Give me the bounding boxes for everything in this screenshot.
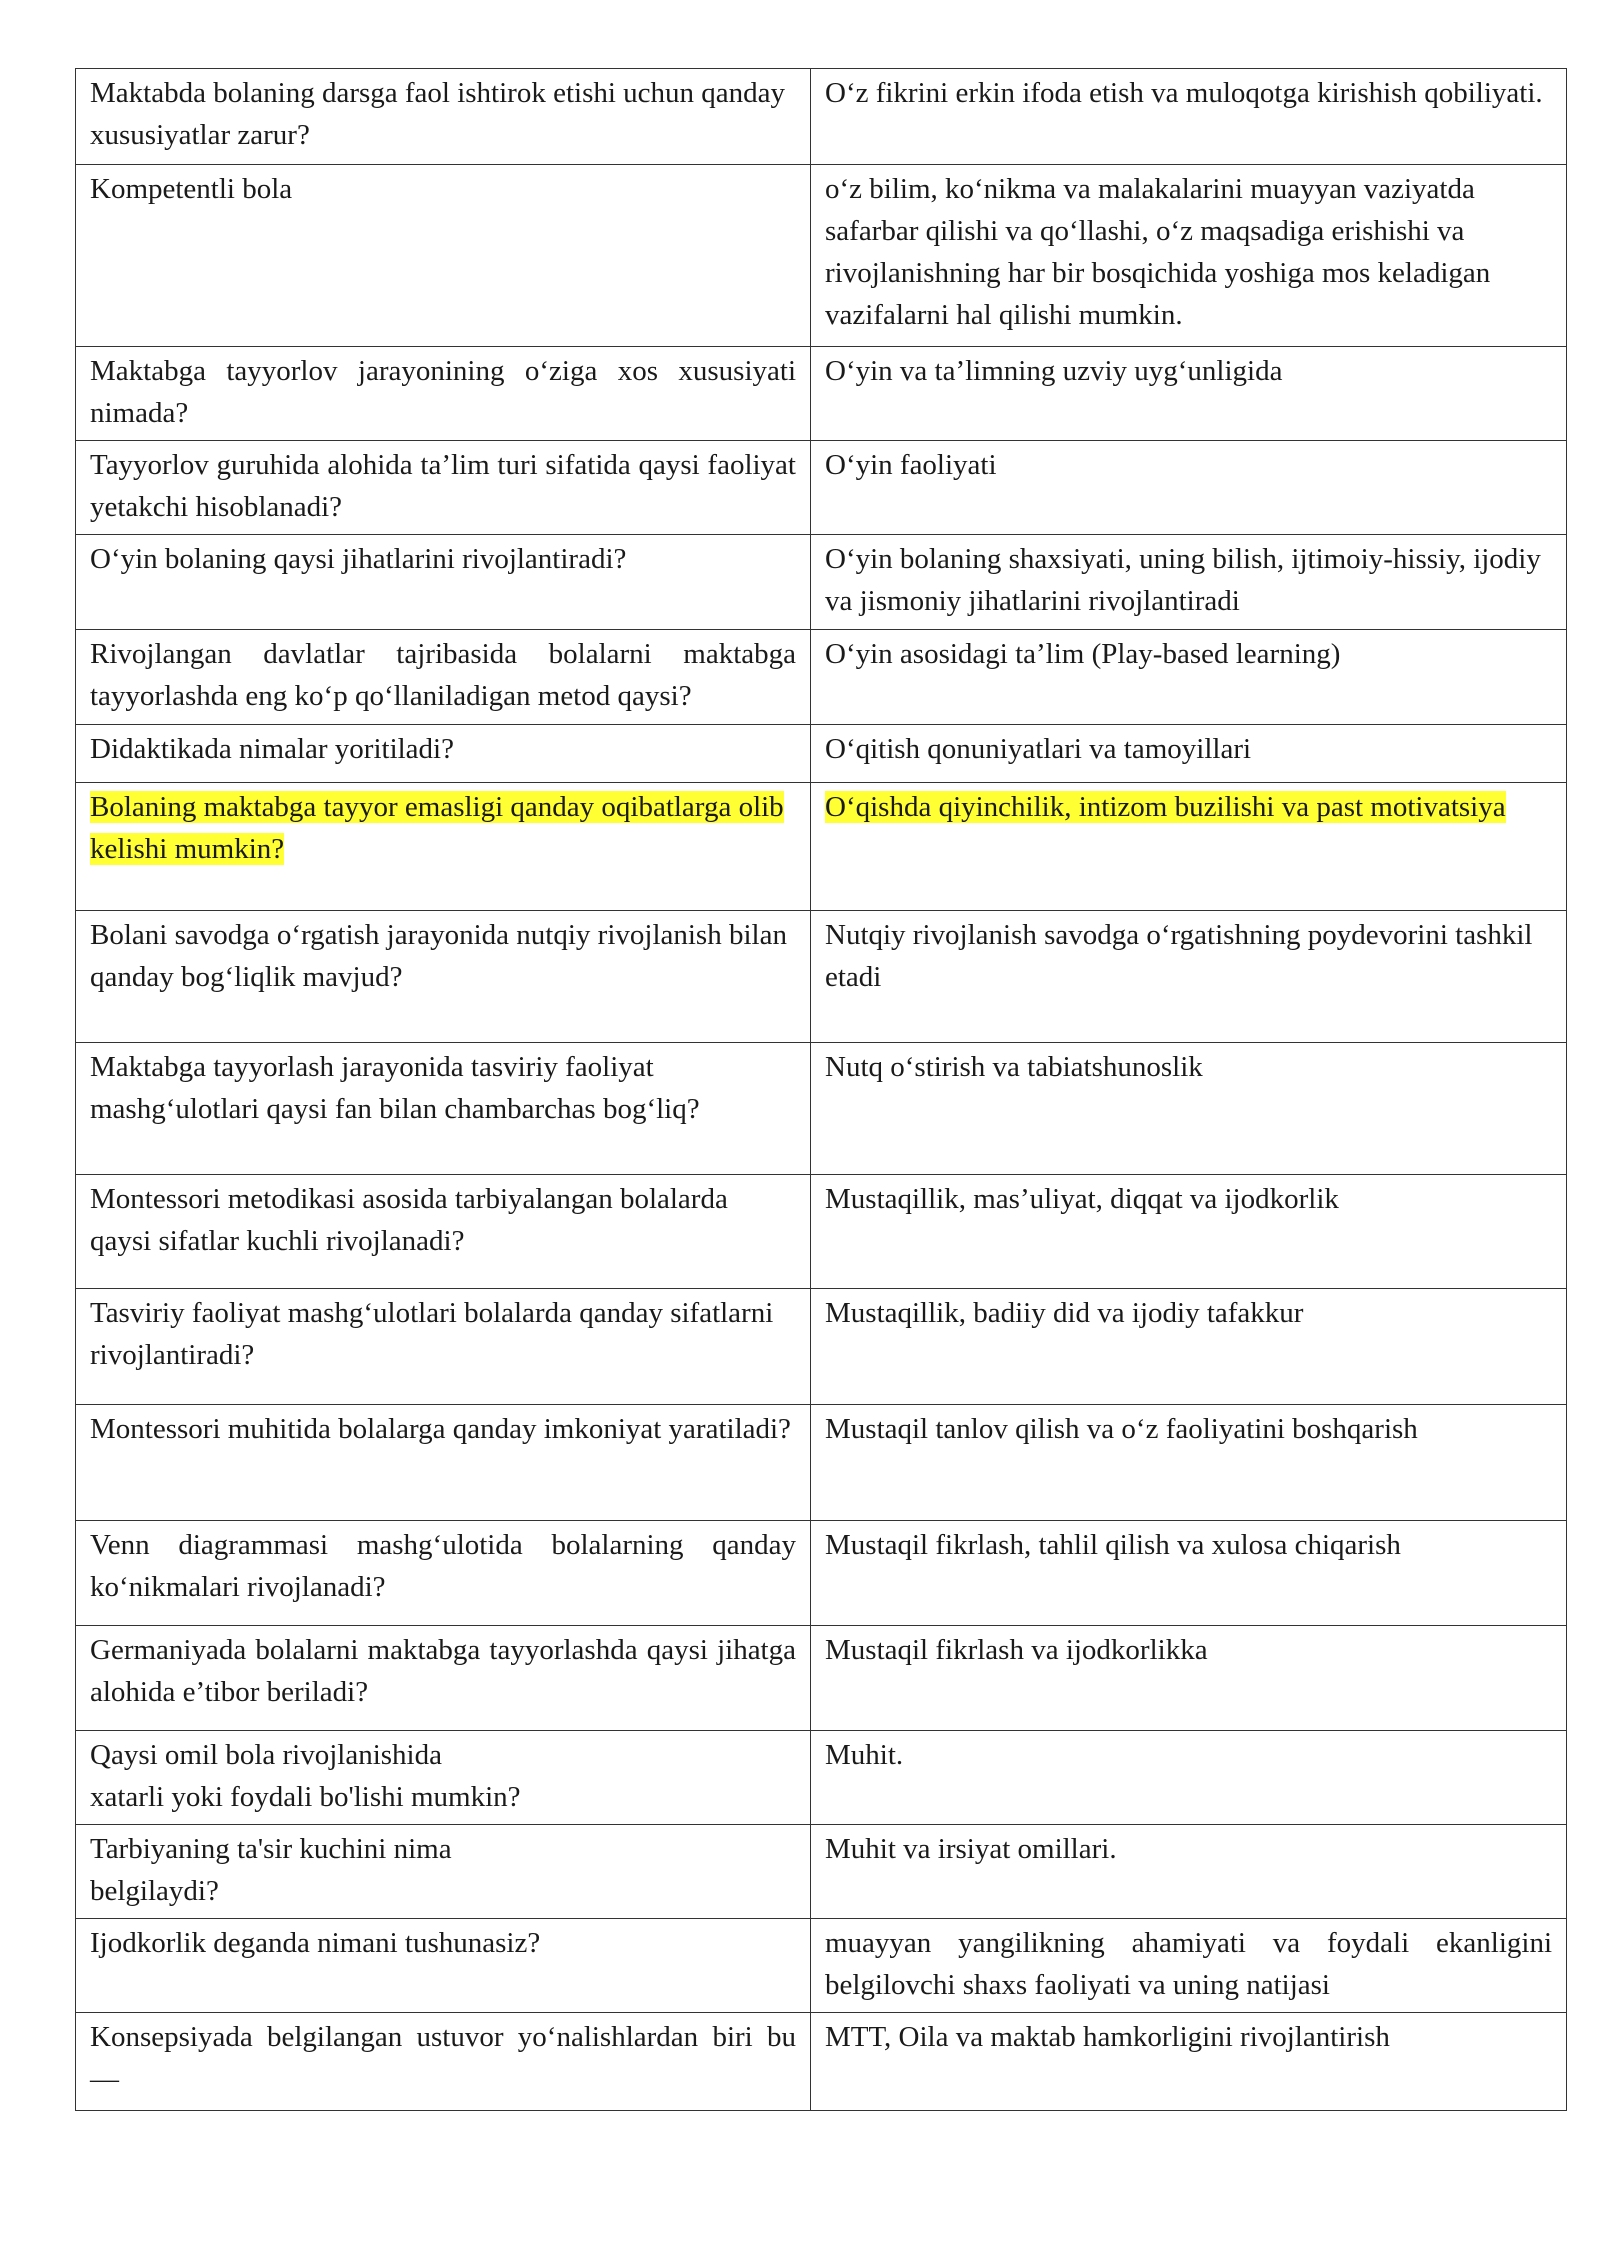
question-cell: Tasviriy faoliyat mashg‘ulotlari bolalarda qanday sifatlarni rivojlantiradi? (76, 1289, 811, 1405)
question-cell: Venn diagrammasi mashg‘ulotida bolalarning qanday ko‘nikmalari rivojlanadi? (76, 1521, 811, 1626)
answer-cell: O‘z fikrini erkin ifoda etish va muloqotga kirishish qobiliyati. (811, 69, 1567, 165)
table-row (76, 1919, 1567, 2013)
question-cell: Montessori metodikasi asosida tarbiyalangan bolalarda qaysi sifatlar kuchli rivojlanadi? (76, 1175, 811, 1289)
question-cell: Rivojlangan davlatlar tajribasida bolalarni maktabga tayyorlashda eng ko‘p qo‘llaniladigan metod qaysi? (76, 630, 811, 725)
table-row (76, 725, 1567, 783)
table-row (76, 69, 1567, 165)
table-row (76, 1043, 1567, 1175)
table-row (76, 911, 1567, 1043)
answer-cell: O‘qitish qonuniyatlari va tamoyillari (811, 725, 1567, 783)
answer-cell: Muhit va irsiyat omillari. (811, 1825, 1567, 1919)
table-row (76, 1521, 1567, 1626)
question-cell: Bolani savodga o‘rgatish jarayonida nutqiy rivojlanish bilan qanday bog‘liqlik mavjud? (76, 911, 811, 1043)
answer-cell: O‘yin va ta’limning uzviy uyg‘unligida (811, 347, 1567, 441)
table-row (76, 441, 1567, 535)
table-row-highlighted (76, 783, 1567, 911)
highlighted-text: O‘qishda qiyinchilik, intizom buzilishi va past motivatsiya (825, 791, 1506, 823)
question-cell (76, 783, 811, 911)
table-row (76, 1731, 1567, 1825)
question-cell: Maktabga tayyorlov jarayonining o‘ziga xos xususiyati nimada? (76, 347, 811, 441)
answer-cell: Nutqiy rivojlanish savodga o‘rgatishning poydevorini tashkil etadi (811, 911, 1567, 1043)
question-cell: Didaktikada nimalar yoritiladi? (76, 725, 811, 783)
table-row (76, 1175, 1567, 1289)
table-row (76, 1825, 1567, 1919)
table-row (76, 1405, 1567, 1521)
answer-cell: O‘yin asosidagi ta’lim (Play-based learning) (811, 630, 1567, 725)
table-row (76, 535, 1567, 630)
answer-cell: Muhit. (811, 1731, 1567, 1825)
answer-cell: Nutq o‘stirish va tabiatshunoslik (811, 1043, 1567, 1175)
answer-cell: Mustaqillik, badiiy did va ijodiy tafakkur (811, 1289, 1567, 1405)
table-row (76, 165, 1567, 347)
highlighted-text: Bolaning maktabga tayyor emasligi qanday oqibatlarga olib kelishi mumkin? (90, 791, 784, 865)
question-cell: Kompetentli bola (76, 165, 811, 347)
answer-cell (811, 783, 1567, 911)
answer-cell: MTT, Oila va maktab hamkorligini rivojlantirish (811, 2013, 1567, 2111)
question-cell: Montessori muhitida bolalarga qanday imkoniyat yaratiladi? (76, 1405, 811, 1521)
answer-cell: Mustaqil fikrlash, tahlil qilish va xulosa chiqarish (811, 1521, 1567, 1626)
answer-cell: Mustaqil tanlov qilish va o‘z faoliyatini boshqarish (811, 1405, 1567, 1521)
answer-cell: Mustaqil fikrlash va ijodkorlikka (811, 1626, 1567, 1731)
table-row (76, 347, 1567, 441)
question-cell: Qaysi omil bola rivojlanishida xatarli yoki foydali bo'lishi mumkin? (76, 1731, 811, 1825)
question-cell: O‘yin bolaning qaysi jihatlarini rivojlantiradi? (76, 535, 811, 630)
answer-cell: o‘z bilim, ko‘nikma va malakalarini muayyan vaziyatda safarbar qilishi va qo‘llashi, o‘z maqsadiga erishishi va rivojlanishning har bir bosqichida yoshiga mos keladigan vazifalarni hal qilishi mumkin. (811, 165, 1567, 347)
qa-table (75, 68, 1567, 2111)
answer-cell: Mustaqillik, mas’uliyat, diqqat va ijodkorlik (811, 1175, 1567, 1289)
table-row (76, 1289, 1567, 1405)
table-row (76, 2013, 1567, 2111)
table-row (76, 1626, 1567, 1731)
answer-cell: O‘yin faoliyati (811, 441, 1567, 535)
question-cell: Germaniyada bolalarni maktabga tayyorlashda qaysi jihatga alohida e’tibor beriladi? (76, 1626, 811, 1731)
answer-cell: O‘yin bolaning shaxsiyati, uning bilish, ijtimoiy-hissiy, ijodiy va jismoniy jihatlarini rivojlantiradi (811, 535, 1567, 630)
question-cell: Konsepsiyada belgilangan ustuvor yo‘nalishlardan biri bu — (76, 2013, 811, 2111)
answer-cell: muayyan yangilikning ahamiyati va foydali ekanligini belgilovchi shaxs faoliyati va uning natijasi (811, 1919, 1567, 2013)
question-cell: Maktabga tayyorlash jarayonida tasviriy faoliyat mashg‘ulotlari qaysi fan bilan chambarchas bog‘liq? (76, 1043, 811, 1175)
question-cell: Tarbiyaning ta'sir kuchini nima belgilaydi? (76, 1825, 811, 1919)
question-cell: Tayyorlov guruhida alohida ta’lim turi sifatida qaysi faoliyat yetakchi hisoblanadi? (76, 441, 811, 535)
table-row (76, 630, 1567, 725)
question-cell: Maktabda bolaning darsga faol ishtirok etishi uchun qanday xususiyatlar zarur? (76, 69, 811, 165)
question-cell: Ijodkorlik deganda nimani tushunasiz? (76, 1919, 811, 2013)
